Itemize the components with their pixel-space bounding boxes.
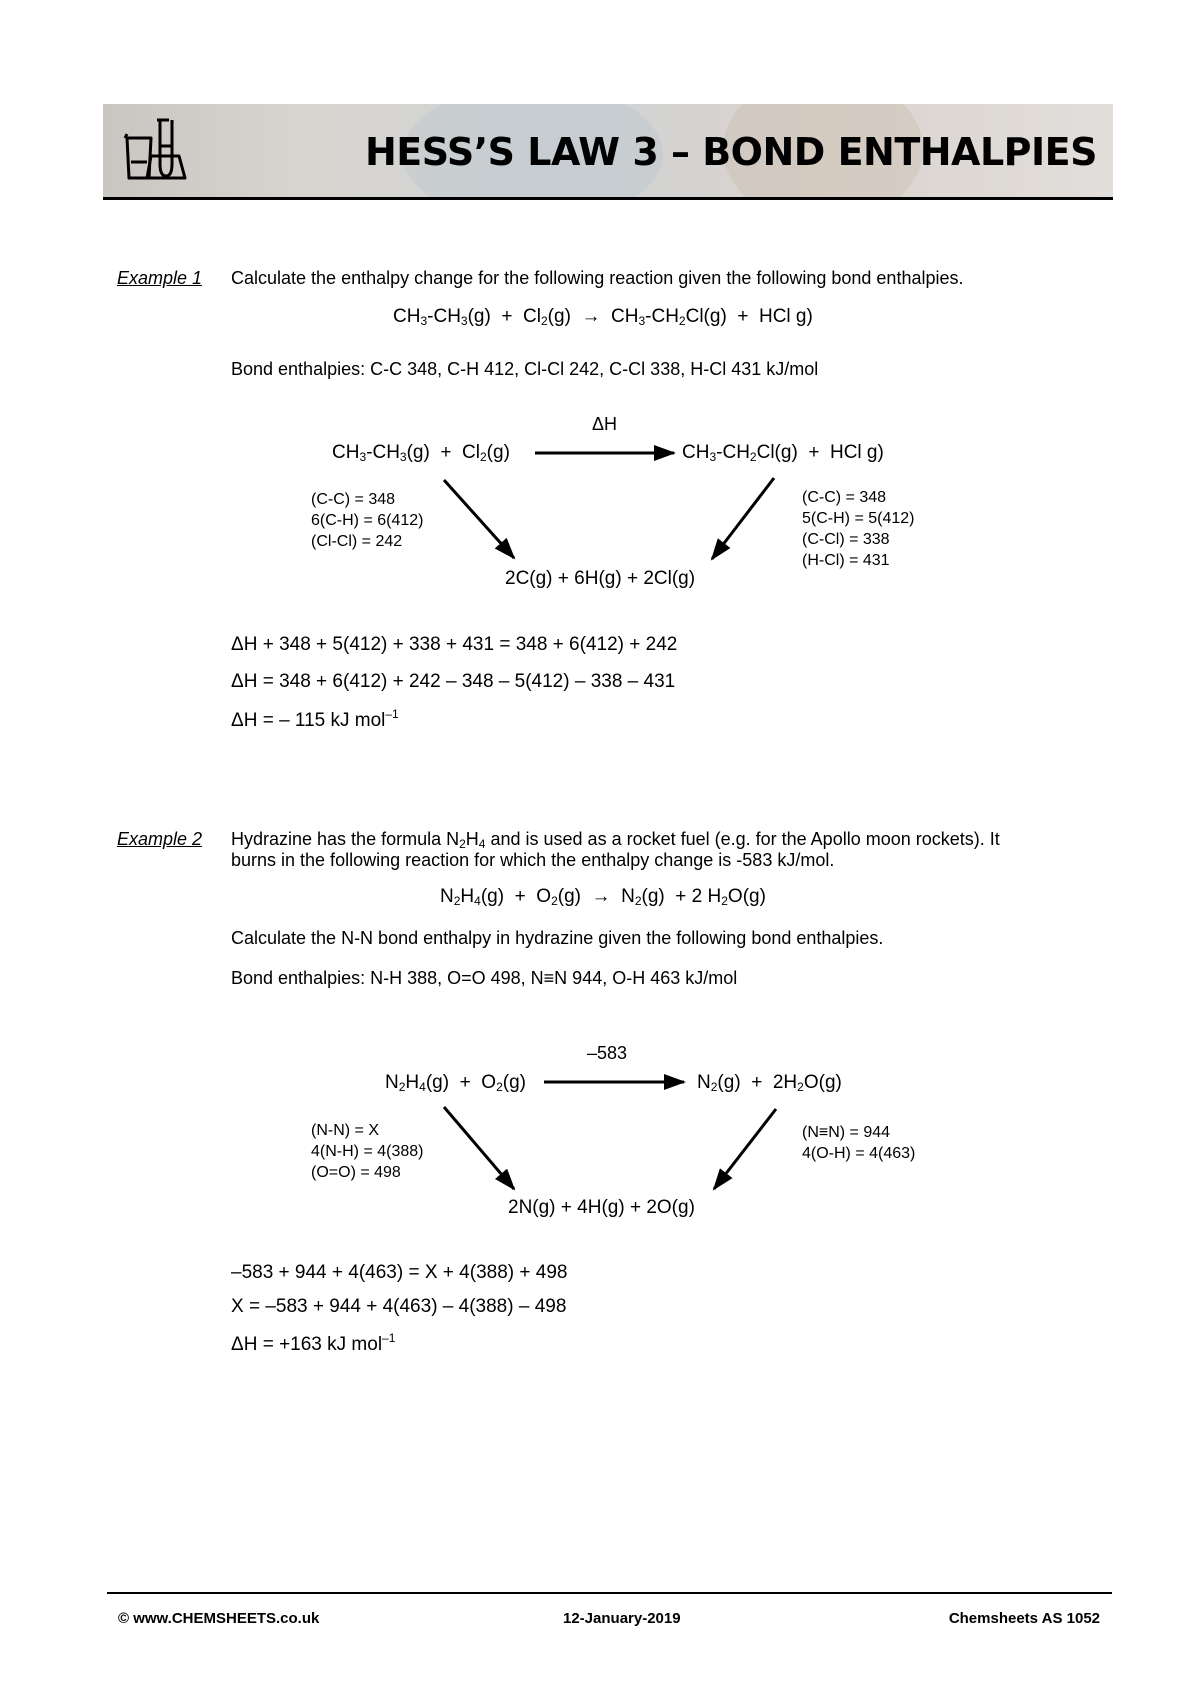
cycle-1-atoms: 2C(g) + 6H(g) + 2Cl(g) [505, 568, 696, 589]
footer-sheet-id: Chemsheets AS 1052 [948, 1610, 1100, 1627]
footer-rule [107, 1592, 1112, 1594]
cycle-2-reactants: $N_2H_4(g) + O_2(g)$ [385, 1072, 526, 1094]
example-2-equation: $N_2H_4(g) + O_2(g) \to N_2(g) + 2$ $H_2O(g)$ [440, 886, 766, 908]
example-2-result-text: ΔH = +163 kJ mol [231, 1334, 383, 1355]
cycle-2-delta-h-label: –583 [587, 1043, 628, 1063]
example-2-prompt-line-2: burns in the following reaction for which the enthalpy change is -583 kJ/mol. [231, 850, 835, 870]
footer-website: © www.CHEMSHEETS.co.uk [118, 1610, 320, 1627]
cycle-2-right-bonds: (N≡N) = 944 4(O-H) = 4(463) [802, 1124, 916, 1162]
example-1-calc-line-1: ΔH + 348 + 5(412) + 338 + 431 = 348 + 6(412) + 242 [231, 634, 678, 655]
example-1-result-sup: –1 [385, 707, 399, 721]
example-2-result-sup: –1 [382, 1331, 396, 1345]
prompt-part: and is used as a rocket fuel (e.g. for the Apollo moon rockets). It [485, 829, 1000, 849]
example-2-prompt-line-1: Hydrazine has the formula $N_2H_4$ and is used as a rocket fuel (e.g. for the Apollo moon rockets). It [231, 829, 1000, 851]
example-2-label: Example 2 [117, 829, 203, 849]
example-2-bond-enthalpies: Bond enthalpies: N-H 388, O=O 498, N≡N 944, O-H 463 kJ/mol [231, 968, 738, 988]
example-1-result-text: ΔH = – 115 kJ mol [231, 710, 386, 731]
cycle-2-products: $N_2(g) + 2H_2O(g)$ [697, 1072, 842, 1094]
example-1-prompt: Calculate the enthalpy change for the following reaction given the following bond enthalpies. [231, 268, 964, 288]
cycle-1-products: $CH_3-CH_2Cl(g)$ + HCl g) [682, 442, 884, 464]
cycle-2-right-arrow [714, 1109, 776, 1189]
cycle-2-left-arrow [444, 1107, 514, 1189]
cycle-1-left-arrow [444, 480, 514, 558]
cycle-2-left-bonds: (N-N) = X 4(N-H) = 4(388) (O=O) = 498 [311, 1122, 424, 1181]
cycle-2-atoms: 2N(g) + 4H(g) + 2O(g) [508, 1197, 695, 1218]
example-2-calc-line-1: –583 + 944 + 4(463) = X + 4(388) + 498 [231, 1262, 568, 1283]
cycle-1-reactants: $CH_3-CH_3(g) + Cl_2(g)$ [332, 442, 510, 464]
cycle-1-right-bonds: (C-C) = 348 5(C-H) = 5(412) (C-Cl) = 338 (H-Cl) = 431 [802, 489, 915, 569]
page-title: HESS’S LAW 3 – BOND ENTHALPIES [364, 130, 1097, 174]
example-1-bond-enthalpies: Bond enthalpies: C-C 348, C-H 412, Cl-Cl 242, C-Cl 338, H-Cl 431 kJ/mol [231, 359, 819, 379]
example-1-label: Example 1 [117, 268, 203, 288]
example-1-calc-line-2: ΔH = 348 + 6(412) + 242 – 348 – 5(412) – 338 – 431 [231, 671, 676, 692]
prompt-part: Hydrazine has the formula N [231, 829, 460, 849]
cycle-1-left-bonds: (C-C) = 348 6(C-H) = 6(412) (Cl-Cl) = 242 [311, 491, 424, 550]
example-1-equation: $CH_3-CH_3(g) + Cl_2(g) \to CH_3-CH_2Cl(g)$ + HCl g) [393, 306, 813, 328]
example-2-question: Calculate the N-N bond enthalpy in hydrazine given the following bond enthalpies. [231, 928, 884, 948]
cycle-1-delta-h-label: ΔH [592, 414, 618, 434]
cycle-1-right-arrow [712, 478, 774, 559]
example-2-calc-line-2: X = –583 + 944 + 4(463) – 4(388) – 498 [231, 1296, 567, 1317]
footer-date: 12-January-2019 [563, 1610, 681, 1627]
